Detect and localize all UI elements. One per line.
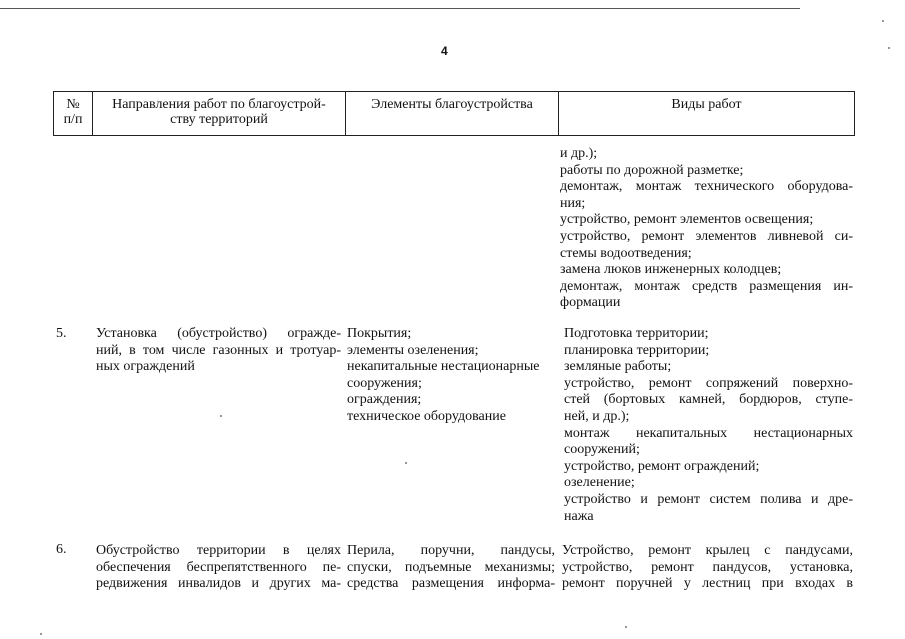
- cell-line: стемы водоотведения;: [560, 245, 692, 261]
- cell-line: ремонт поручней у лестниц при входах в: [562, 576, 853, 592]
- cell-line: спуски, подъемные механизмы;: [347, 559, 555, 575]
- table-header: [53, 91, 855, 136]
- cell-line: Установка (обустройство) огражде-: [96, 326, 341, 341]
- cell-line: техническое оборудование: [347, 408, 506, 424]
- scan-speck: [625, 626, 627, 628]
- cell-line: некапитальные нестационарные: [347, 359, 540, 375]
- cell-line: замена люков инженерных колодцев;: [560, 262, 782, 278]
- cell-line: сооружения;: [347, 375, 422, 391]
- cell-line: ограждения;: [347, 392, 422, 408]
- cell-line: Перила, поручни, пандусы,: [347, 543, 555, 558]
- cell-line: Обустройство территории в целях: [96, 543, 341, 558]
- row-6-direction-cell: [96, 543, 341, 593]
- cell-line: устройство, ремонт пандусов, установка,: [562, 559, 853, 575]
- cell-line: устройство, ремонт сопряжений поверхно-: [564, 375, 853, 391]
- row-5-works-cell: [564, 326, 853, 525]
- cell-line: устройство, ремонт ограждений;: [564, 458, 760, 474]
- cell-line: Устройство, ремонт крылец с пандусами,: [562, 543, 853, 558]
- scan-speck: [888, 47, 890, 49]
- cell-line: устройство и ремонт систем полива и дре-: [564, 491, 853, 507]
- cell-line: устройство, ремонт элементов освещения;: [560, 212, 814, 228]
- cell-line: Подготовка территории;: [564, 326, 709, 341]
- cell-line: стей (бортовых камней, бордюров, ступе-: [564, 392, 853, 408]
- cell-line: работы по дорожной разметке;: [560, 162, 744, 178]
- row-6-elements-cell: [347, 543, 555, 593]
- header-col-direction: [93, 92, 346, 135]
- header-col-elements: Элементы благоустройства: [346, 92, 559, 135]
- cell-line: элементы озеленения;: [347, 342, 479, 358]
- top-rule: [0, 8, 800, 9]
- cell-line: ней, и др.);: [564, 408, 630, 424]
- row-5-elements-cell: [347, 326, 555, 426]
- header-text: №: [66, 97, 80, 112]
- header-text: п/п: [63, 112, 83, 127]
- cell-line: редвижения инвалидов и других ма-: [96, 576, 341, 592]
- cell-line: сооружений;: [564, 442, 640, 458]
- cell-line: Покрытия;: [347, 326, 412, 341]
- header-text: Направления работ по благоустрой-: [112, 97, 326, 112]
- cell-line: демонтаж, монтаж средств размещения ин-: [560, 278, 853, 294]
- cell-line: планировка территории;: [564, 342, 710, 358]
- cell-line: нажа: [564, 508, 594, 524]
- row-5-direction-cell: [96, 326, 341, 376]
- cell-line: монтаж некапитальных нестационарных: [564, 425, 853, 441]
- page-number: 4: [441, 44, 448, 58]
- cell-line: озеленение;: [564, 475, 635, 491]
- cell-line: ний, в том числе газонных и тротуар-: [96, 342, 341, 358]
- row-5-number: 5.: [56, 326, 67, 341]
- cell-line: средства размещения информа-: [347, 576, 555, 592]
- header-col-works: Виды работ: [671, 97, 742, 112]
- row-6-number: 6.: [56, 542, 67, 557]
- cell-line: ных ограждений: [96, 359, 195, 375]
- header-text: ству территорий: [170, 112, 268, 127]
- cell-line: ния;: [560, 195, 586, 211]
- cell-line: формации: [560, 295, 621, 311]
- scan-speck: [40, 633, 42, 635]
- cell-line: и др.);: [560, 146, 598, 161]
- cell-line: земляные работы;: [564, 359, 672, 375]
- cell-line: обеспечения беспрепятственного пе-: [96, 559, 341, 575]
- header-col-number: [54, 92, 93, 135]
- cell-line: демонтаж, монтаж технического оборудова-: [560, 179, 853, 195]
- cell-line: устройство, ремонт элементов ливневой си-: [560, 228, 853, 244]
- continuation-works-cell: [560, 146, 853, 312]
- scan-speck: [405, 462, 407, 464]
- scan-speck: [882, 20, 884, 22]
- row-6-works-cell: [562, 543, 853, 593]
- scan-speck: [220, 415, 222, 417]
